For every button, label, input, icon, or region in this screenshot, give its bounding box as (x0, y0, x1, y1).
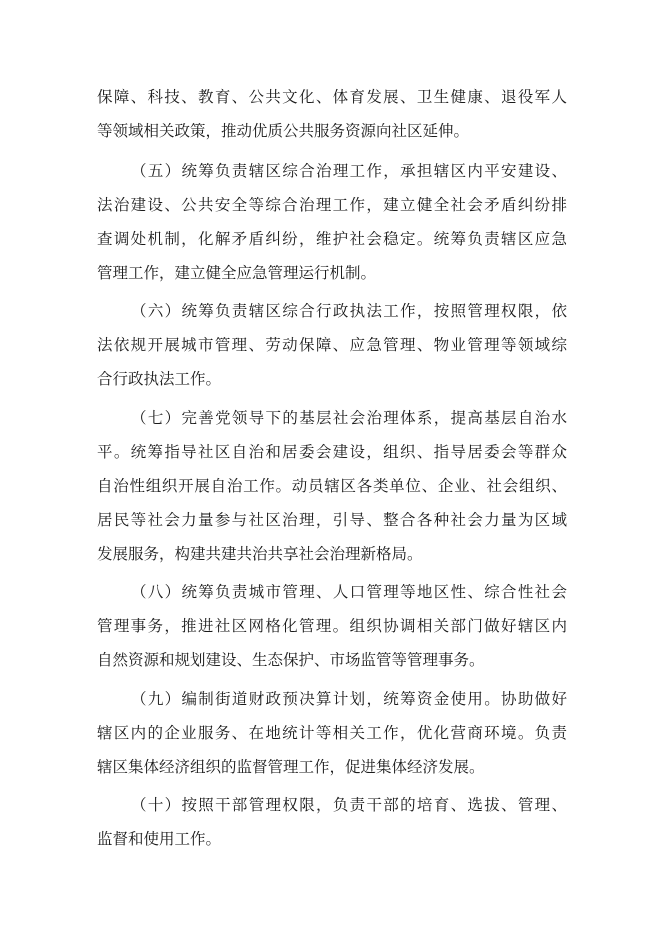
text-line: 自然资源和规划建设、生态保护、市场监管等管理事务。 (97, 651, 485, 669)
text-line: 合行政执法工作。 (97, 370, 222, 388)
text-line: 自治性组织开展自治工作。动员辖区各类单位、企业、社会组织、 (97, 477, 567, 495)
text-line: 居民等社会力量参与社区治理，引导、整合各种社会力量为区域 (97, 511, 567, 529)
text-line: 平。统筹指导社区自治和居委会建设，组织、指导居委会等群众 (97, 443, 567, 461)
text-line: 法治建设、公共安全等综合治理工作，建立健全社会矛盾纠纷排 (97, 196, 567, 214)
text-line: 发展服务，构建共建共治共享社会治理新格局。 (97, 545, 423, 563)
paragraph-heading-line: （八）统筹负责城市管理、人口管理等地区性、综合性社会 (131, 583, 567, 601)
paragraph-heading-line: （七）完善党领导下的基层社会治理体系，提高基层自治水 (131, 409, 567, 427)
paragraph-heading-line: （九）编制街道财政预决算计划，统筹资金使用。协助做好 (131, 690, 567, 708)
paragraph-heading-line: （五）统筹负责辖区综合治理工作，承担辖区内平安建设、 (131, 162, 567, 180)
paragraph-heading-line: （六）统筹负责辖区综合行政执法工作，按照管理权限，依 (131, 302, 567, 320)
text-line: 管理工作，建立健全应急管理运行机制。 (97, 264, 377, 282)
text-line: 管理事务，推进社区网格化管理。组织协调相关部门做好辖区内 (97, 617, 567, 635)
text-line: 辖区集体经济组织的监督管理工作，促进集体经济发展。 (97, 758, 485, 776)
text-line: 查调处机制，化解矛盾纠纷，维护社会稳定。统筹负责辖区应急 (97, 230, 567, 248)
text-line: 保障、科技、教育、公共文化、体育发展、卫生健康、退役军人 (97, 88, 567, 106)
paragraph-heading-line: （十）按照干部管理权限，负责干部的培育、选拔、管理、 (131, 796, 567, 814)
text-line: 法依规开展城市管理、劳动保障、应急管理、物业管理等领域综 (97, 336, 567, 354)
text-line: 监督和使用工作。 (97, 830, 222, 848)
text-line: 辖区内的企业服务、在地统计等相关工作，优化营商环境。负责 (97, 724, 567, 742)
text-line: 等领域相关政策，推动优质公共服务资源向社区延伸。 (97, 122, 470, 140)
